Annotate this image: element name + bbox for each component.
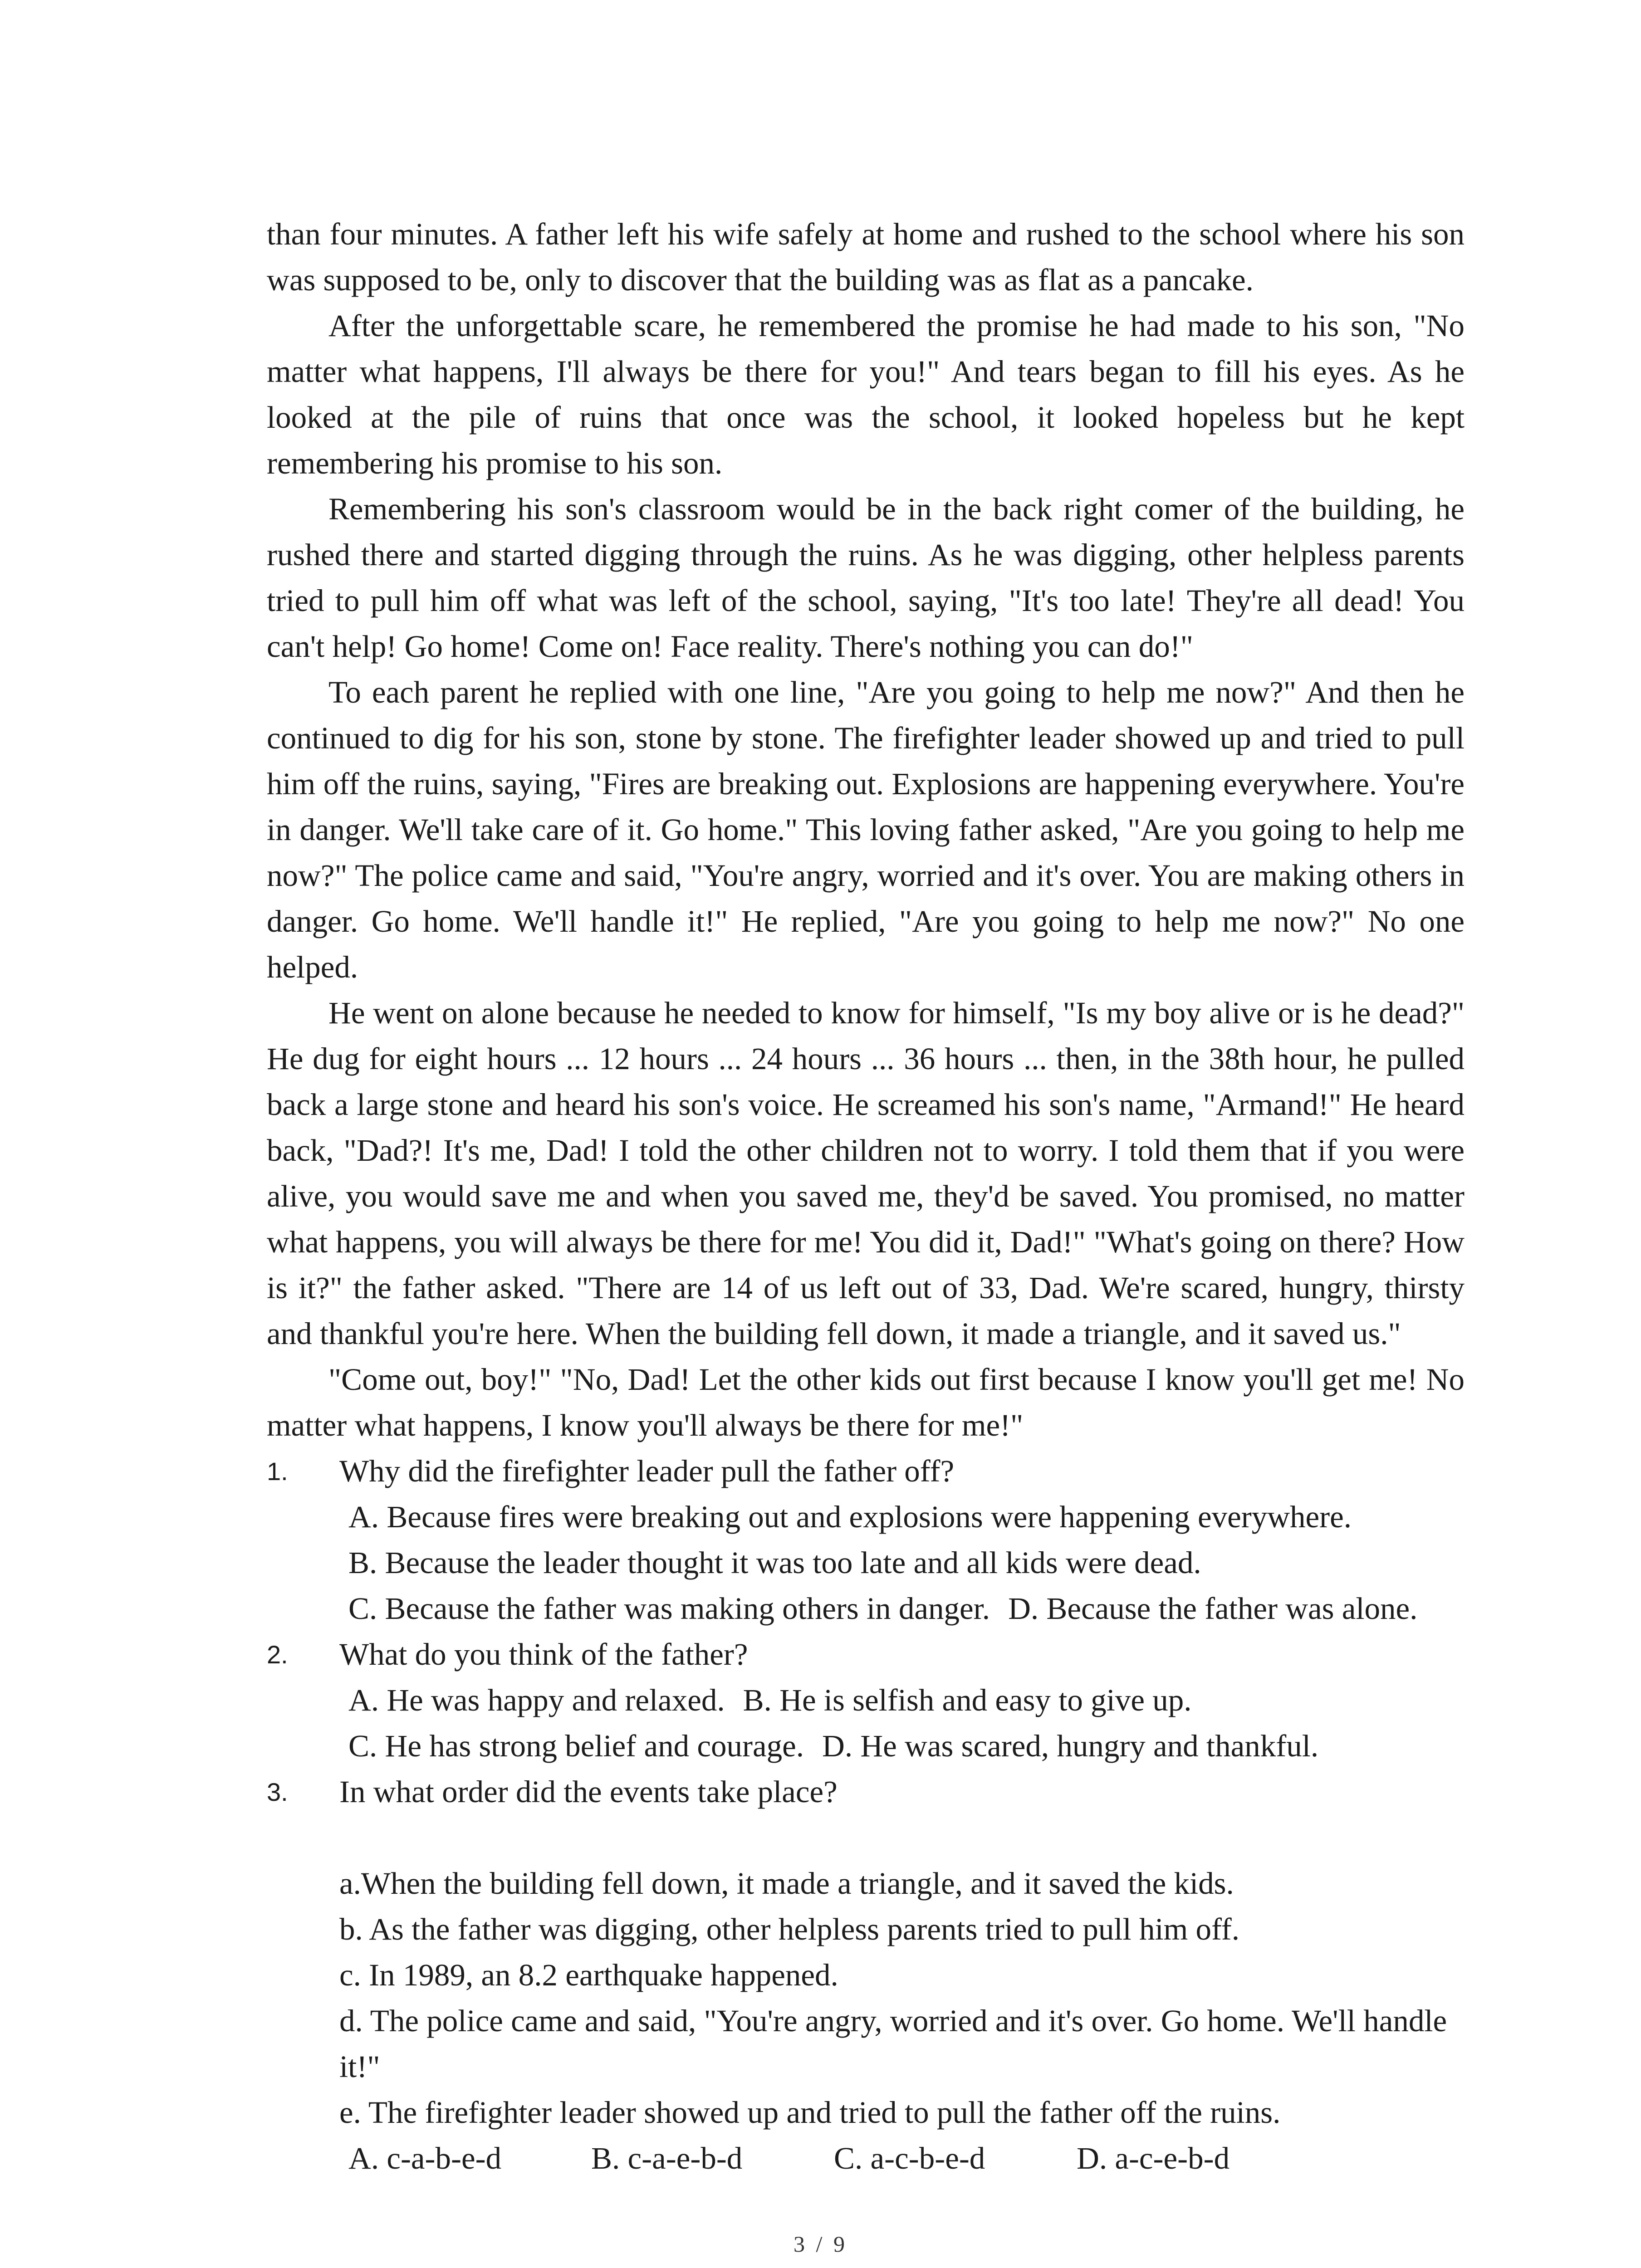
option-b: B. Because the leader thought it was too late and all kids were dead.	[348, 1545, 1201, 1580]
passage-paragraph-6: "Come out, boy!" "No, Dad! Let the other kids out first because I know you'll get me! No matter what happens, I know you'll always be there for me!"	[267, 1362, 1465, 1442]
event-b: b. As the father was digging, other helpless parents tried to pull him off.	[339, 1912, 1240, 1946]
question-3	[267, 1769, 1465, 1815]
question-3-choices	[267, 2136, 1465, 2181]
passage-paragraph-5: He went on alone because he needed to know for himself, "Is my boy alive or is he dead?" He dug for eight hours ... 12 hours ... 24 hours ... 36 hours ... then, in the 38th hour, he pulled back a large stone and heard his son's voice. He screamed his son's name, "Armand!" He heard back, "Dad?! It's me, Dad! I told the other children not to worry. I told them that if you were alive, you would save me and when you saved me, they'd be saved. You promised, no matter what happens, you will always be there for me! You did it, Dad!" "What's going on there? How is it?" the father asked. "There are 14 of us left out of 33, Dad. We're scared, hungry, thirsty and thankful you're here. When the building fell down, it made a triangle, and it saved us."	[267, 996, 1465, 1351]
question-1-option-line	[267, 1494, 1465, 1540]
event-e: e. The firefighter leader showed up and tried to pull the father off the ruins.	[339, 2095, 1281, 2130]
option-d: D. He was scared, hungry and thankful.	[822, 1729, 1319, 1763]
option-c: C. Because the father was making others in danger.	[348, 1591, 990, 1626]
passage-paragraph-1: than four minutes. A father left his wife safely at home and rushed to the school where his son was supposed to be, only to discover that the building was as flat as a pancake.	[267, 217, 1465, 297]
option-c: C. He has strong belief and courage.	[348, 1729, 804, 1763]
question-2	[267, 1632, 1465, 1677]
event-a: a.When the building fell down, it made a triangle, and it saved the kids.	[339, 1866, 1234, 1901]
question-number: 1.	[267, 1457, 288, 1486]
question-1-option-line	[267, 1586, 1465, 1632]
option-a: A. He was happy and relaxed.	[348, 1683, 725, 1717]
question-stem: In what order did the events take place?	[339, 1774, 838, 1809]
event-d: d. The police came and said, "You're angry, worried and it's over. Go home. We'll handle it!"	[339, 2004, 1447, 2084]
question-2-option-line	[267, 1723, 1465, 1769]
question-1-option-line	[267, 1540, 1465, 1586]
question-number: 2.	[267, 1640, 288, 1669]
question-stem: Why did the firefighter leader pull the father off?	[339, 1454, 955, 1488]
question-1	[267, 1448, 1465, 1494]
question-number: 3.	[267, 1778, 288, 1806]
passage-paragraph-2: After the unforgettable scare, he remembered the promise he had made to his son, "No matter what happens, I'll always be there for you!" And tears began to fill his eyes. As he looked at the pile of ruins that once was the school, it looked hopeless but he kept remembering his promise to his son.	[267, 308, 1465, 480]
option-a: A. Because fires were breaking out and explosions were happening everywhere.	[348, 1500, 1352, 1534]
passage-paragraph-4: To each parent he replied with one line, "Are you going to help me now?" And then he continued to dig for his son, stone by stone. The firefighter leader showed up and tried to pull him off the ruins, saying, "Fires are breaking out. Explosions are happening everywhere. You're in danger. We'll take care of it. Go home." This loving father asked, "Are you going to help me now?" The police came and said, "You're angry, worried and it's over. You are making others in danger. Go home. We'll handle it!" He replied, "Are you going to help me now?" No one helped.	[267, 675, 1465, 984]
event-list	[267, 1815, 1465, 2136]
option-d: D. Because the father was alone.	[1008, 1591, 1418, 1626]
option-c: C. a-c-b-e-d	[834, 2141, 985, 2175]
option-b: B. c-a-e-b-d	[591, 2141, 743, 2175]
option-a: A. c-a-b-e-d	[348, 2141, 502, 2175]
question-2-option-line	[267, 1677, 1465, 1723]
blank-spacer	[339, 1815, 1465, 1861]
event-c: c. In 1989, an 8.2 earthquake happened.	[339, 1958, 838, 1992]
page-content	[267, 211, 1465, 2181]
option-d: D. a-c-e-b-d	[1077, 2141, 1230, 2175]
question-stem: What do you think of the father?	[339, 1637, 748, 1672]
option-b: B. He is selfish and easy to give up.	[743, 1683, 1192, 1717]
page-number: 3 / 9	[794, 2231, 847, 2257]
passage-paragraph-3: Remembering his son's classroom would be in the back right comer of the building, he rushed there and started digging through the ruins. As he was digging, other helpless parents tried to pull him off what was left of the school, saying, "It's too late! They're all dead! You can't help! Go home! Come on! Face reality. There's nothing you can do!"	[267, 492, 1465, 664]
